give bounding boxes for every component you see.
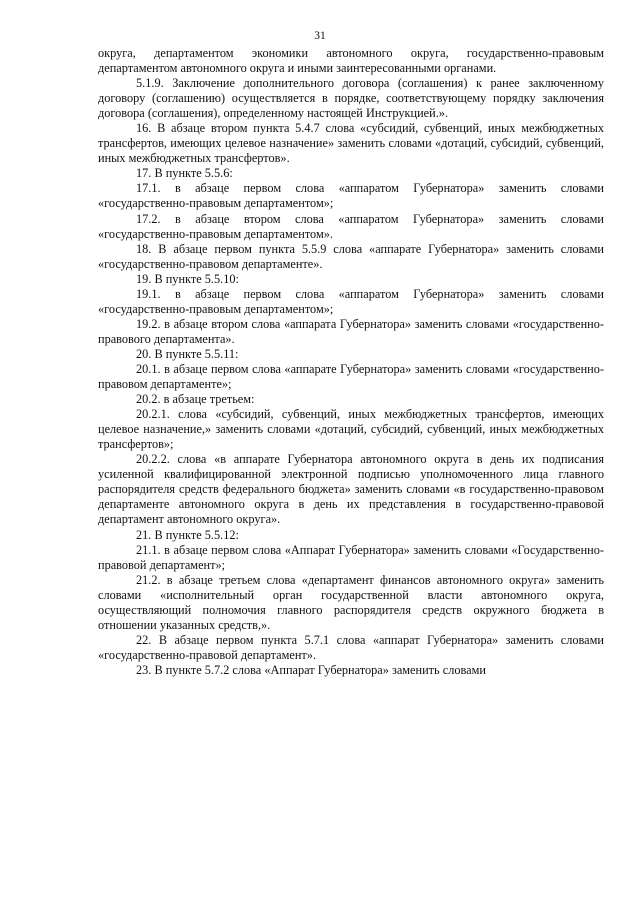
paragraph-20-2-2: 20.2.2. слова «в аппарате Губернатора автономного округа в день их подписания усиленной квалифицированной электронной подписью уполномоченного лица главного распорядителя средств федерального бюджета» заменить словами «в государственно-правовом департаменте автономного округа в день их представления в государственно-правовой департамент автономного округа». xyxy=(98,452,604,527)
paragraph-20-2: 20.2. в абзаце третьем: xyxy=(136,392,255,407)
paragraph-17-2: 17.2. в абзаце втором слова «аппаратом Губернатора» заменить словами «государственно-правовым департаментом». xyxy=(98,211,604,241)
paragraph-16: 16. В абзаце втором пункта 5.4.7 слова «субсидий, субвенций, иных межбюджетных трансфертов, имеющих целевое назначение» заменить словами «дотаций, субсидий, субвенций, иных межбюджетных трансфертов». xyxy=(98,121,604,166)
paragraph-continuation: округа, департаментом экономики автономного округа, государственно-правовым департаментом автономного округа и иными заинтересованными органами. xyxy=(98,46,604,76)
paragraph-23: 23. В пункте 5.7.2 слова «Аппарат Губернатора» заменить словами xyxy=(136,662,486,677)
paragraph-19-1: 19.1. в абзаце первом слова «аппаратом Губернатора» заменить словами «государственно-правовым департаментом»; xyxy=(98,286,604,316)
paragraph-19: 19. В пункте 5.5.10: xyxy=(136,271,239,286)
paragraph-19-2: 19.2. в абзаце втором слова «аппарата Губернатора» заменить словами «государственно-правового департамента». xyxy=(98,316,604,346)
paragraph-21: 21. В пункте 5.5.12: xyxy=(136,527,239,542)
paragraph-18: 18. В абзаце первом пункта 5.5.9 слова «аппарате Губернатора» заменить словами «государственно-правовом департаменте». xyxy=(98,241,604,271)
paragraph-5-1-9: 5.1.9. Заключение дополнительного договора (соглашения) к ранее заключенному договору (соглашению) осуществляется в порядке, соответствующему порядку заключения договора (соглашения), определенному настоящей Инструкцией.». xyxy=(98,76,604,121)
paragraph-22: 22. В абзаце первом пункта 5.7.1 слова «аппарат Губернатора» заменить словами «государственно-правовой департамент». xyxy=(98,632,604,662)
paragraph-20: 20. В пункте 5.5.11: xyxy=(136,346,239,361)
paragraph-21-2: 21.2. в абзаце третьем слова «департамент финансов автономного округа» заменить словами «исполнительный орган государственной власти автономного округа, осуществляющий полномочия главного распорядителя средств окружного бюджета в отношении указанных средств,». xyxy=(98,572,604,632)
paragraph-20-2-1: 20.2.1. слова «субсидий, субвенций, иных межбюджетных трансфертов, имеющих целевое назначение,» заменить словами «дотаций, субсидий, субвенций, иных межбюджетных трансфертов»; xyxy=(98,407,604,452)
paragraph-21-1: 21.1. в абзаце первом слова «Аппарат Губернатора» заменить словами «Государственно-правовой департамент»; xyxy=(98,542,604,572)
paragraph-17: 17. В пункте 5.5.6: xyxy=(136,166,233,181)
page-number: 31 xyxy=(314,30,326,42)
document-body xyxy=(98,46,604,678)
paragraph-20-1: 20.1. в абзаце первом слова «аппарате Губернатора» заменить словами «государственно-правовом департаменте»; xyxy=(98,361,604,392)
paragraph-17-1: 17.1. в абзаце первом слова «аппаратом Губернатора» заменить словами «государственно-правовым департаментом»; xyxy=(98,181,604,211)
